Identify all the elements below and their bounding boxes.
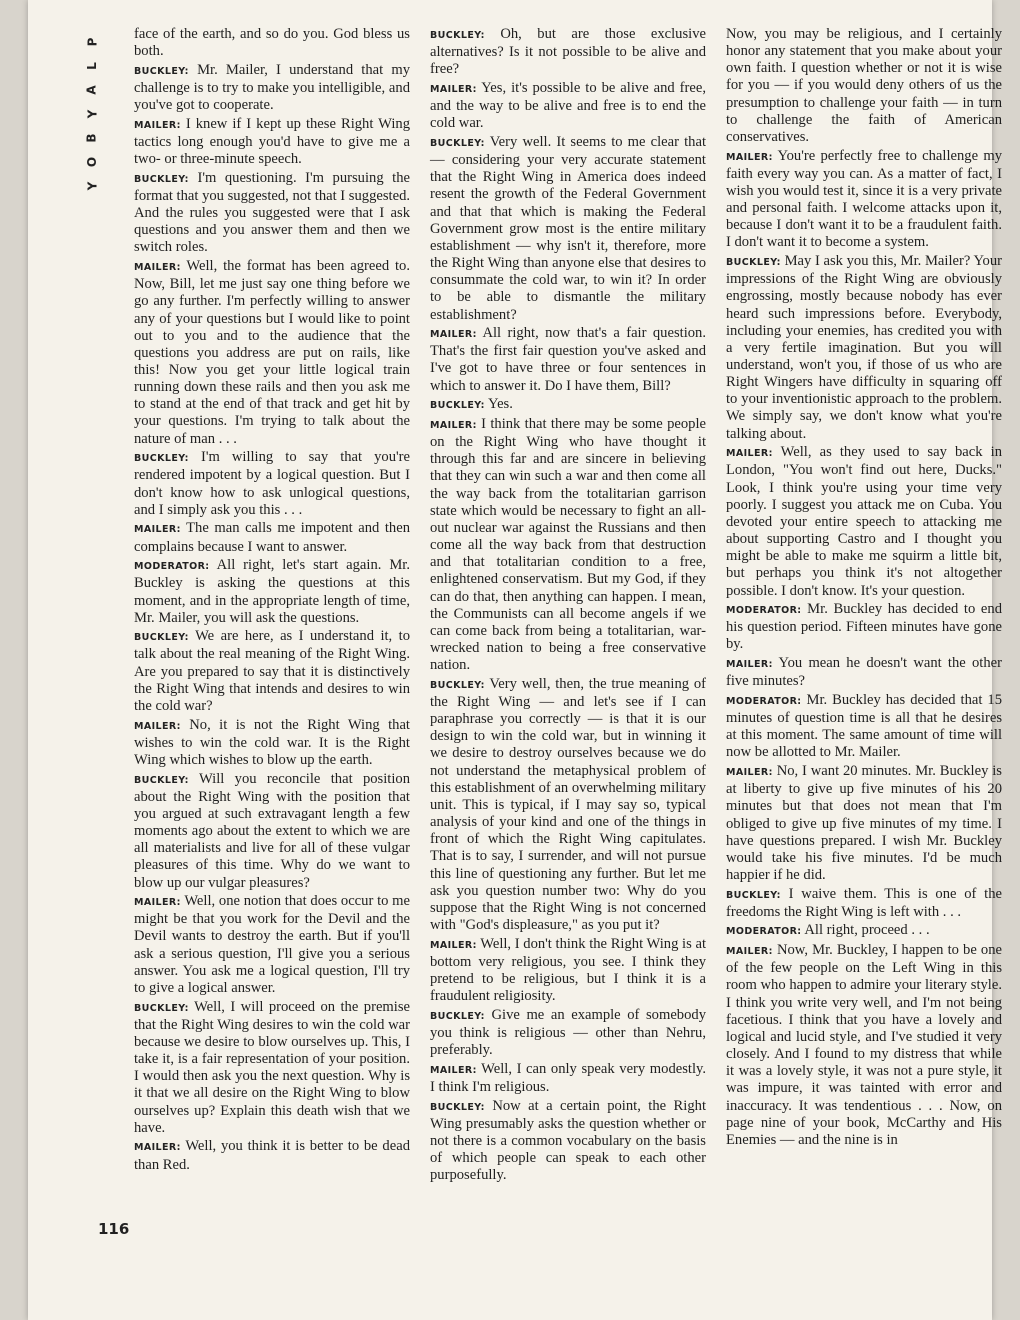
speech-text: Oh, but are those exclusive alternatives? Is it not possible to be alive and free? bbox=[430, 26, 706, 78]
page-number: 116 bbox=[98, 1220, 130, 1238]
masthead-letter: L bbox=[85, 62, 99, 70]
masthead-letter: Y bbox=[84, 181, 99, 191]
magazine-page bbox=[28, 0, 1003, 1320]
speech-text: Now, you may be religious, and I certainly honor any statement that you make about your own faith. I question whether or not it is wise for you — if you would deny others of us the presumption to challenge your faith — in turn to challenge the faith of American conservatives. bbox=[726, 26, 1002, 145]
speaker-label: BUCKLEY: bbox=[134, 1002, 189, 1014]
dialogue-paragraph bbox=[134, 170, 410, 257]
speaker-label: MAILER: bbox=[430, 419, 477, 431]
text-column-2 bbox=[430, 26, 706, 1186]
speaker-label: BUCKLEY: bbox=[430, 679, 485, 691]
dialogue-paragraph bbox=[726, 148, 1002, 252]
speech-text: The man calls me impotent and then complains because I want to answer. bbox=[134, 520, 411, 555]
speech-text: Well, the format has been agreed to. Now, Bill, let me just say one thing before we go any further. I'm perfectly willing to answer any of your questions but I would like to point out to you and to the audience that the questions you address are put on rails, like this! Now you get your little logical train running down these rails and then you ask me to stand at the end of that track and get hit by your questions. I'm trying to talk about the nature of man . . . bbox=[134, 258, 410, 447]
speaker-label: MODERATOR: bbox=[726, 605, 802, 617]
dialogue-paragraph bbox=[134, 116, 410, 168]
speaker-label: MAILER: bbox=[134, 524, 181, 536]
dialogue-paragraph bbox=[134, 717, 410, 769]
speaker-label: MAILER: bbox=[134, 119, 181, 131]
speech-text: You mean he doesn't want the other five minutes? bbox=[726, 655, 1003, 690]
speaker-label: MODERATOR: bbox=[726, 926, 802, 938]
dialogue-paragraph bbox=[430, 80, 706, 132]
speech-text: No, I want 20 minutes. Mr. Buckley is at liberty to give up five minutes of his 20 minutes but that does not mean that I'm obliged to give up five minutes of my time. I have questions prepared. I wish Mr. Buckley would take his five minutes. I'd be much happier if he did. bbox=[726, 763, 1002, 883]
speech-text: Mr. Buckley has decided to end his question period. Fifteen minutes have gone by. bbox=[726, 601, 1002, 653]
masthead-vertical bbox=[80, 30, 104, 198]
speech-text: I'm questioning. I'm pursuing the format that you suggested, not that I suggested. And the rules you suggested were that I ask questions and you answer them and then we switch roles. bbox=[134, 169, 411, 256]
speech-text: All right, now that's a fair question. That's the first fair question you've asked and I've got to have three or four sentences in which to answer it. Do I have them, Bill? bbox=[430, 325, 706, 394]
speech-text: Give me an example of somebody you think is religious — other than Nehru, preferably. bbox=[430, 1006, 706, 1059]
speech-text: Well, I will proceed on the premise that the Right Wing desires to win the cold war because we desire to blow ourselves up. This, I take it, is a fair representation of your position. I would then ask you the next question. Why is it that we all desire on the Right Wing to blow ourselves up? Explain this death wish that we have. bbox=[134, 998, 410, 1136]
speaker-label: MAILER: bbox=[134, 897, 181, 909]
dialogue-paragraph bbox=[430, 1007, 706, 1059]
dialogue-paragraph bbox=[726, 601, 1002, 653]
speech-text: I knew if I kept up these Right Wing tactics long enough you'd have to give me a two- or three-minute speech. bbox=[134, 115, 410, 168]
dialogue-paragraph bbox=[430, 1061, 706, 1096]
dialogue-paragraph bbox=[430, 134, 706, 324]
dialogue-paragraph bbox=[134, 557, 410, 627]
speaker-label: BUCKLEY: bbox=[430, 137, 485, 149]
speech-text: I think that there may be some people on the Right Wing who have thought it through this far and are sincere in believing that they can win such a war and then come all the way back from the totalitarian garrison state which would be necessary to fight an all-out nuclear war against the Russians and then come all the way back from that destruction and that totalitarian condition to a free, enlightened conservatism. But my God, if they can do that, then anything can happen. I mean, the Communists can all become angels if we can come back from being a totalitarian, war-wrecked nation to being a free conservative nation. bbox=[430, 415, 706, 674]
dialogue-paragraph bbox=[134, 771, 410, 892]
dialogue-paragraph bbox=[134, 258, 410, 448]
dialogue-paragraph bbox=[134, 893, 410, 997]
speech-text: Yes, it's possible to be alive and free, and the way to be alive and free is to end the cold war. bbox=[430, 79, 706, 132]
speaker-label: BUCKLEY: bbox=[430, 30, 485, 41]
speaker-label: BUCKLEY: bbox=[430, 1101, 485, 1113]
speech-text: Well, I can only speak very modestly. I think I'm religious. bbox=[430, 1060, 707, 1095]
speaker-label: BUCKLEY: bbox=[726, 257, 781, 269]
speaker-label: BUCKLEY: bbox=[726, 889, 781, 901]
dialogue-paragraph bbox=[430, 676, 706, 934]
speaker-label: BUCKLEY: bbox=[134, 632, 189, 644]
text-column-1 bbox=[134, 26, 410, 1175]
dialogue-paragraph bbox=[134, 628, 410, 715]
dialogue-paragraph bbox=[430, 396, 706, 414]
speaker-label: BUCKLEY: bbox=[134, 65, 189, 77]
dialogue-paragraph bbox=[726, 922, 1002, 940]
speaker-label: BUCKLEY: bbox=[134, 774, 189, 786]
speaker-label: MAILER: bbox=[726, 448, 773, 460]
speaker-label: BUCKLEY: bbox=[430, 1010, 485, 1022]
speech-text: Very well. It seems to me clear that — considering your very accurate statement that the Right Wing in America does indeed resent the growth of the Federal Government and that that which is making the Federal Government grow most is the entire military establishment — why isn't it, therefore, more the Right Wing than anyone else that desires to consummate the cold war, to win it? In order to be able to dismantle the military establishment? bbox=[430, 133, 707, 323]
speaker-label: MAILER: bbox=[134, 262, 181, 274]
dialogue-paragraph bbox=[726, 655, 1002, 690]
speaker-label: MAILER: bbox=[726, 151, 773, 163]
speaker-label: MODERATOR: bbox=[134, 561, 210, 573]
speaker-label: MAILER: bbox=[430, 939, 477, 951]
speech-text: We are here, as I understand it, to talk about the real meaning of the Right Wing. Are you prepared to say that it is distinctively the Right Wing that intends and desires to win the cold war? bbox=[134, 628, 410, 714]
dialogue-paragraph bbox=[726, 942, 1002, 1149]
speech-text: Now at a certain point, the Right Wing presumably asks the question whether or not there is a common vocabulary on the basis of which people can speak to each other purposefully. bbox=[430, 1097, 706, 1184]
speech-text: Well, as they used to say back in London, "You won't find out here, Ducks." Look, I think you're using your time very poorly. I suggest you attack me on Cuba. You devoted your entire speech to attacking me about supporting Castro and I thought you might be able to make me squirm a little bit, but perhaps you think it's not altogether possible. I don't know. It's your question. bbox=[726, 444, 1002, 599]
speaker-label: MODERATOR: bbox=[726, 695, 802, 707]
speaker-label: BUCKLEY: bbox=[134, 173, 189, 185]
speech-text: face of the earth, and so do you. God bless us both. bbox=[134, 26, 410, 60]
speech-text: You're perfectly free to challenge my faith every way you can. As a matter of fact, I wish you would test it, since it is a very private and personal faith. I welcome attacks upon it, because I don't want it to be a fraudulent faith. I don't want it to become a system. bbox=[726, 147, 1002, 251]
speech-text: I waive them. This is one of the freedoms the Right Wing is left with . . . bbox=[726, 885, 1002, 920]
speech-text: All right, let's start again. Mr. Buckley is asking the questions at this moment, and in the appropriate length of time, Mr. Mailer, you will ask the questions. bbox=[134, 557, 410, 626]
speech-text: No, it is not the Right Wing that wishes to win the cold war. It is the Right Wing which wishes to blow up the earth. bbox=[134, 716, 410, 768]
dialogue-paragraph bbox=[726, 444, 1002, 599]
dialogue-paragraph bbox=[134, 26, 410, 60]
dialogue-paragraph bbox=[726, 886, 1002, 921]
masthead-letter: A bbox=[84, 85, 99, 95]
speaker-label: BUCKLEY: bbox=[430, 400, 485, 412]
speaker-label: MAILER: bbox=[134, 720, 181, 732]
speaker-label: MAILER: bbox=[430, 83, 477, 95]
text-column-3 bbox=[726, 26, 1002, 1151]
dialogue-paragraph bbox=[134, 999, 410, 1137]
dialogue-paragraph bbox=[134, 62, 410, 114]
speaker-label: MAILER: bbox=[134, 1142, 181, 1154]
dialogue-paragraph bbox=[134, 1138, 410, 1173]
dialogue-paragraph bbox=[726, 692, 1002, 762]
masthead-letter: O bbox=[84, 156, 99, 168]
speech-text: I'm willing to say that you're rendered impotent by a logical question. But I don't know how to ask unlogical questions, and I simply ask you this . . . bbox=[134, 449, 410, 518]
speech-text: Well, one notion that does occur to me might be that you work for the Devil and the Devil wants to destroy the earth. But if you'll ask a serious question, I'll give you a serious answer. You ask me a logical question, I'll try to give a logical answer. bbox=[134, 893, 410, 996]
speaker-label: MAILER: bbox=[726, 659, 773, 671]
speech-text: Well, I don't think the Right Wing is at bottom very religious, you see. I think they pretend to be religious, but I think it is a fraudulent religiosity. bbox=[430, 935, 706, 1005]
speaker-label: MAILER: bbox=[430, 1064, 477, 1076]
speaker-label: MAILER: bbox=[726, 946, 773, 958]
speaker-label: MAILER: bbox=[430, 329, 477, 341]
dialogue-paragraph bbox=[430, 26, 706, 78]
dialogue-paragraph bbox=[430, 325, 706, 395]
speech-text: Will you reconcile that position about the Right Wing with the position that you argued at such extravagant length a few moments ago about the extent to which we are all materialists and live for all of these vulgar pleasures of this time. Why do we want to blow up our vulgar pleasures? bbox=[134, 770, 410, 891]
speaker-label: MAILER: bbox=[726, 767, 773, 779]
masthead-letter: B bbox=[85, 133, 99, 143]
speech-text: Yes. bbox=[488, 396, 513, 413]
speech-text: Well, you think it is better to be dead than Red. bbox=[134, 1138, 410, 1173]
masthead-letter: P bbox=[84, 37, 99, 47]
speaker-label: BUCKLEY: bbox=[134, 453, 189, 465]
speech-text: All right, proceed . . . bbox=[804, 922, 930, 939]
dialogue-paragraph bbox=[726, 26, 1002, 146]
dialogue-paragraph bbox=[430, 416, 706, 674]
speech-text: Mr. Buckley has decided that 15 minutes of question time is all that he desires at this moment. The same amount of time will now be allotted to Mr. Mailer. bbox=[726, 691, 1002, 761]
dialogue-paragraph bbox=[134, 520, 410, 555]
speech-text: May I ask you this, Mr. Mailer? Your impressions of the Right Wing are obviously engrossing, mostly because nobody has ever heard such impressions before. Everybody, including your enemies, has credited you with a very fertile imagination. But you will understand, won't you, if those of us who are Right Wingers have difficulty in squaring off to your inventionistic approach to the problem. We simply say, we don't know what you're talking about. bbox=[726, 253, 1002, 442]
dialogue-paragraph bbox=[726, 763, 1002, 884]
speech-text: Very well, then, the true meaning of the Right Wing — and let's see if I can paraphrase you correctly — is that it is our design to win the cold war, but in winning it we desire to destroy ourselves because we do not understand the metaphysical problem of this establishment of an overwhelming military unit. This is typical, if I may say so, typical analysis of your kind and one of the things in front of which the Right Wing capitulates. That is to say, I surrender, and will not pursue this line of questioning any further. But let me ask you question number two: Why do you suppose that the Right Wing is not concerned with "God's displeasure," as you put it? bbox=[430, 675, 707, 933]
dialogue-paragraph bbox=[134, 449, 410, 519]
masthead-letter: Y bbox=[84, 109, 99, 119]
speech-text: Mr. Mailer, I understand that my challenge is to try to make you intelligible, and you've got to cooperate. bbox=[134, 61, 410, 114]
dialogue-paragraph bbox=[726, 253, 1002, 443]
dialogue-paragraph bbox=[430, 936, 706, 1006]
dialogue-paragraph bbox=[430, 1098, 706, 1185]
speech-text: Now, Mr. Buckley, I happen to be one of the few people on the Left Wing in this room who happen to admire your literary style. I think you write very well, and I'm not being facetious. I think that you have a lovely and logical and lucid style, and I've studied it very closely. And I found to my distress that while it was a lovely style, it was not a pure style, it was impure, it was tainted with error and inaccuracy. It was tendentious . . . Now, on page nine of your book, McCarthy and His Enemies — and the nine is in bbox=[726, 942, 1003, 1148]
